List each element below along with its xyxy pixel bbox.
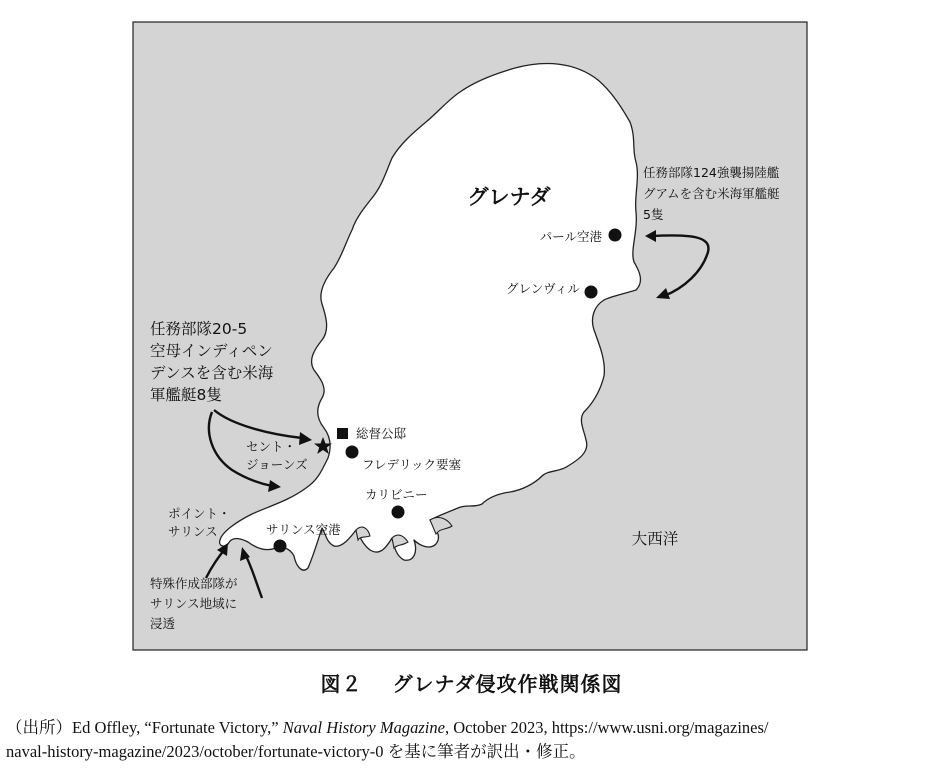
pearls-airport-label: パール空港 <box>539 229 602 244</box>
source-line-2: naval-history-magazine/2023/october/fortunate-victory-0 を基に筆者が訳出・修正。 <box>6 742 586 761</box>
point-salines-label-line-2: サリンス <box>168 524 218 539</box>
source-journal: Naval History Magazine <box>282 718 445 737</box>
island-name-label: グレナダ <box>467 185 551 209</box>
special-ops-line-3: 浸透 <box>150 616 176 631</box>
st-georges-label-line-1: セント・ <box>246 439 297 454</box>
figure-caption <box>0 668 943 697</box>
st-georges-label-line-2: ジョーンズ <box>246 457 308 472</box>
calivigny-label: カリビニー <box>365 487 428 502</box>
figure-number: 図２ <box>320 672 363 696</box>
governor-residence-label: 総督公邸 <box>356 426 407 441</box>
pearls-airport-marker <box>609 229 622 242</box>
special-ops-line-2: サリンス地域に <box>150 596 238 611</box>
figure-title: グレナダ侵攻作戦関係図 <box>392 672 623 696</box>
tf20-5-line-4: 軍艦艇8隻 <box>150 386 222 404</box>
tf20-5-line-2: 空母インディペン <box>150 342 273 360</box>
special-ops-line-1: 特殊作成部隊が <box>150 576 238 591</box>
governor-residence-marker <box>337 428 348 439</box>
salines-airport-label: サリンス空港 <box>266 522 341 537</box>
tf20-5-line-1: 任務部隊20-5 <box>150 320 248 338</box>
fort-frederick-label: フレデリック要塞 <box>362 457 462 472</box>
grenville-label: グレンヴィル <box>506 281 580 296</box>
tf124-line-1: 任務部隊124強襲揚陸艦 <box>643 165 780 180</box>
source-note <box>6 716 936 764</box>
tf124-line-2: グアムを含む米海軍艦艇 <box>643 186 780 201</box>
source-prefix: （出所）Ed Offley, “Fortunate Victory,” <box>6 718 283 737</box>
ocean-label: 大西洋 <box>631 530 679 548</box>
salines-airport-marker <box>274 540 287 553</box>
source-suffix: , October 2023, https://www.usni.org/magazines/ <box>444 718 769 737</box>
point-salines-label-line-1: ポイント・ <box>168 506 231 521</box>
tf124-line-3: 5隻 <box>643 207 664 222</box>
calivigny-marker <box>392 506 405 519</box>
tf20-5-line-3: デンスを含む米海 <box>150 364 274 382</box>
fort-frederick-marker <box>346 446 359 459</box>
grenville-marker <box>585 286 598 299</box>
